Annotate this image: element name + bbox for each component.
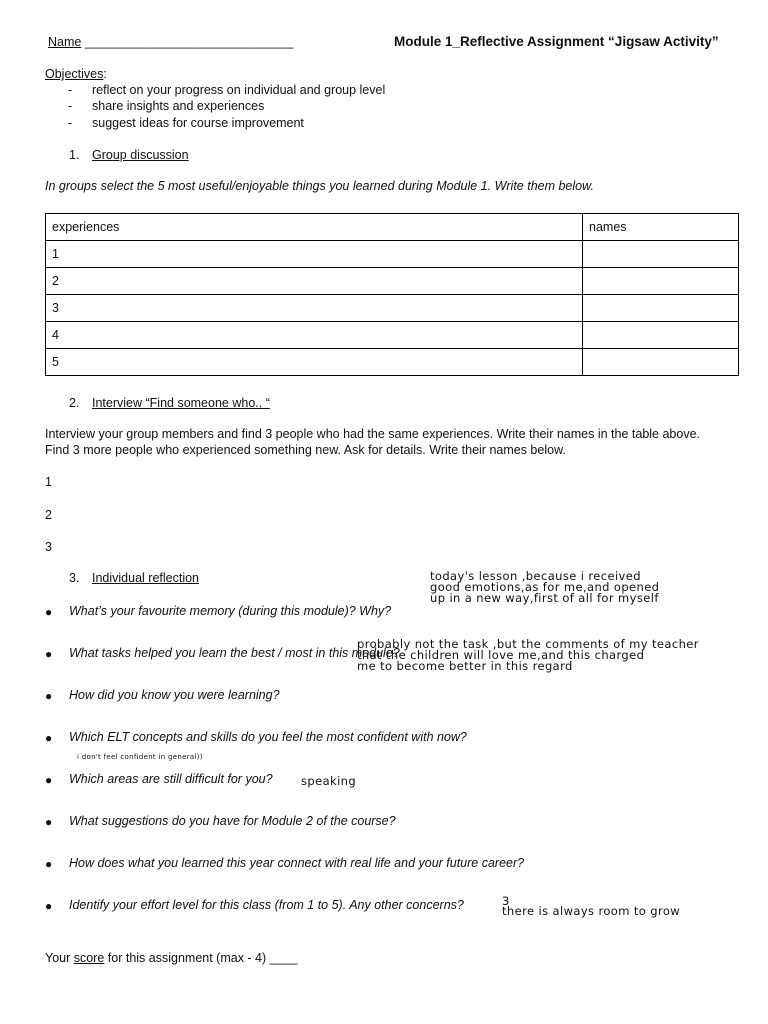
experiences-table xyxy=(45,213,739,376)
name-blank[interactable]: ______________________________ xyxy=(84,35,294,49)
names-cell[interactable] xyxy=(583,268,739,295)
names-cell[interactable] xyxy=(583,322,739,349)
objective-item: share insights and experiences xyxy=(92,99,265,113)
bullet-icon: ● xyxy=(45,689,53,703)
objective-dash: - xyxy=(68,99,73,113)
objectives-label: Objectives xyxy=(45,67,104,81)
score-prefix: Your xyxy=(45,951,74,965)
bullet-icon: ● xyxy=(45,773,53,787)
table-row xyxy=(46,349,739,376)
list-item: 2 xyxy=(45,508,52,522)
experience-cell[interactable]: 1 xyxy=(46,241,583,268)
section-2-title: Interview “Find someone who.. “ xyxy=(92,396,270,410)
header-names: names xyxy=(583,214,739,241)
bullet-icon: ● xyxy=(45,731,53,745)
bullet-icon: ● xyxy=(45,857,53,871)
list-item: 3 xyxy=(45,540,52,554)
name-field xyxy=(48,35,293,49)
section-2-number: 2. xyxy=(69,396,80,410)
score-word: score xyxy=(73,951,105,965)
section-2-line-1: Interview your group members and find 3 people who had the same experiences. Write their names in the table above. xyxy=(45,427,700,441)
answer-tasks-line: probably not the task ,but the comments of my teacher xyxy=(357,637,699,651)
objective-dash: - xyxy=(68,116,73,130)
objectives-heading xyxy=(45,67,107,81)
page-title: Module 1_Reflective Assignment “Jigsaw Activity” xyxy=(394,34,719,49)
header-experiences: experiences xyxy=(46,214,583,241)
answer-confident[interactable]: i don't feel confident in general)) xyxy=(77,753,203,761)
answer-memory[interactable] xyxy=(430,571,659,604)
question-favourite-memory: What’s your favourite memory (during this module)? Why? xyxy=(69,604,392,618)
answer-memory-line: today's lesson ,because i received xyxy=(430,569,641,583)
bullet-icon: ● xyxy=(45,815,53,829)
experience-cell[interactable]: 5 xyxy=(46,349,583,376)
table-row xyxy=(46,268,739,295)
answer-tasks-line: that the children will love me,and this charged xyxy=(357,648,645,662)
bullet-icon: ● xyxy=(45,605,53,619)
question-suggestions: What suggestions do you have for Module 2 of the course? xyxy=(69,814,396,828)
score-suffix[interactable]: for this assignment (max - 4) ____ xyxy=(104,951,298,965)
bullet-icon: ● xyxy=(45,899,53,913)
experience-cell[interactable]: 4 xyxy=(46,322,583,349)
section-3-title: Individual reflection xyxy=(92,571,200,585)
objective-item: reflect on your progress on individual and group level xyxy=(92,83,386,97)
section-2-line-2: Find 3 more people who experienced something new. Ask for details. Write their names below. xyxy=(45,443,566,457)
answer-memory-line: up in a new way,first of all for myself xyxy=(430,591,659,605)
objectives-colon: : xyxy=(103,67,107,81)
question-difficult: Which areas are still difficult for you? xyxy=(69,772,273,786)
question-tasks: What tasks helped you learn the best / most in this module? xyxy=(69,646,400,660)
objective-item: suggest ideas for course improvement xyxy=(92,116,304,130)
section-1-number: 1. xyxy=(69,148,80,162)
section-1-instruction: In groups select the 5 most useful/enjoyable things you learned during Module 1. Write them below. xyxy=(45,179,594,193)
answer-effort-note[interactable]: there is always room to grow xyxy=(502,904,681,918)
question-learning: How did you know you were learning? xyxy=(69,688,280,702)
table-row xyxy=(46,241,739,268)
answer-tasks-line: me to become better in this regard xyxy=(357,659,573,673)
objective-dash: - xyxy=(68,83,73,97)
section-1-title: Group discussion xyxy=(92,148,189,162)
names-cell[interactable] xyxy=(583,295,739,322)
answer-difficult[interactable]: speaking xyxy=(301,774,357,788)
answer-effort-score[interactable]: 3 xyxy=(502,894,510,908)
list-item: 1 xyxy=(45,475,52,489)
question-effort: Identify your effort level for this class (from 1 to 5). Any other concerns? xyxy=(69,898,464,912)
table-row xyxy=(46,322,739,349)
table-header-row xyxy=(46,214,739,241)
question-confident: Which ELT concepts and skills do you feel the most confident with now? xyxy=(69,730,467,744)
experience-cell[interactable]: 3 xyxy=(46,295,583,322)
table-row xyxy=(46,295,739,322)
answer-tasks[interactable] xyxy=(357,639,699,672)
experience-cell[interactable]: 2 xyxy=(46,268,583,295)
names-cell[interactable] xyxy=(583,349,739,376)
names-cell[interactable] xyxy=(583,241,739,268)
name-label: Name xyxy=(48,35,82,49)
bullet-icon: ● xyxy=(45,647,53,661)
answer-memory-line: good emotions,as for me,and opened xyxy=(430,580,660,594)
question-real-life: How does what you learned this year connect with real life and your future career? xyxy=(69,856,525,870)
score-line xyxy=(45,951,297,965)
section-3-number: 3. xyxy=(69,571,80,585)
